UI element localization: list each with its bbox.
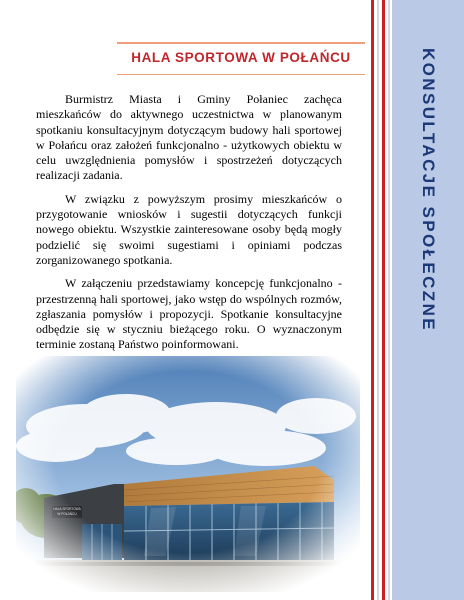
header-rule-top xyxy=(117,42,365,44)
sports-hall-image xyxy=(16,356,360,592)
gray-stripe xyxy=(377,0,379,600)
sidebar-title: KONSULTACJE SPOŁECZNE xyxy=(419,47,438,333)
paragraph: W związku z powyższym prosimy mieszkańców o przygotowanie wniosków i sugestii dotyczących funkcji nowego obiektu. Wszystkie zainteresowane osoby będą mogły podzielić się swoimi sugestiami i opiniami podczas zorganizowanego spotkania. xyxy=(36,191,342,267)
gray-stripe xyxy=(388,0,390,600)
page-title: HALA SPORTOWA W POŁAŃCU xyxy=(131,50,351,65)
body-text xyxy=(36,92,342,361)
red-stripe-right xyxy=(382,0,385,600)
header-rule-bottom xyxy=(117,74,365,75)
sports-hall-rendering xyxy=(16,356,360,592)
red-stripe-left xyxy=(371,0,374,600)
paragraph: Burmistrz Miasta i Gminy Połaniec zachęca mieszkańców do aktywnego uczestnictwa w planowanym spotkaniu konsultacyjnym dotyczącym budowy hali sportowej w Połańcu oraz założeń funkcjonalno - użytkowych obiektu w celu uwzględnienia pomysłów i spostrzeżeń dotyczących realizacji zadania. xyxy=(36,92,342,183)
paragraph: W załączeniu przedstawiamy koncepcję funkcjonalno - przestrzenną hali sportowej, jako wstęp do wspólnych rozmów, zgłaszania pomysłów i propozycji. Spotkanie konsultacyjne odbędzie się w styczniu bieżącego roku. O wyznaczonym terminie zostaną Państwo poinformowani. xyxy=(36,276,342,352)
